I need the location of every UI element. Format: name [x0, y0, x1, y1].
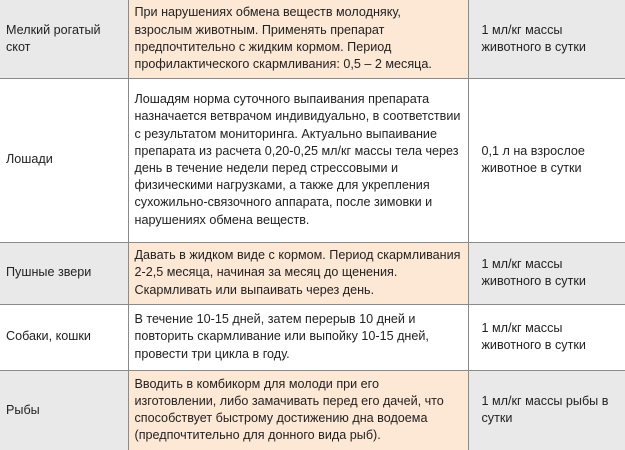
table-row: [0, 370, 625, 450]
animal-cell: Рыбы: [0, 370, 128, 450]
animal-cell: Собаки, кошки: [0, 304, 128, 370]
description-cell: При нарушениях обмена веществ молодняку, взрослым животным. Применять препарат предпочтительно с жидким кормом. Период профилактического скармливания: 0,5 – 2 месяца.: [128, 0, 468, 78]
dose-cell: 1 мл/кг массы животного в сутки: [468, 304, 625, 370]
dose-cell: 1 мл/кг массы животного в сутки: [468, 0, 625, 78]
animal-cell: Мелкий рогатый скот: [0, 0, 128, 78]
animal-cell: Лошади: [0, 78, 128, 242]
table-row: [0, 242, 625, 304]
description-cell: Лошадям норма суточного выпаивания препарата назначается ветврачом индивидуально, в соответствии с результатом мониторинга. Актуально выпаивание препарата из расчета 0,20-0,25 мл/кг массы тела через день в течение недели перед стрессовыми и физическими нагрузками, а также для укрепления сухожильно-связочного аппарата, после зимовки и нарушениях обмена веществ.: [128, 78, 468, 242]
description-cell: В течение 10-15 дней, затем перерыв 10 дней и повторить скармливание или выпойку 10-15 дней, провести три цикла в году.: [128, 304, 468, 370]
table-row: [0, 304, 625, 370]
description-cell: Давать в жидком виде с кормом. Период скармливания 2-2,5 месяца, начиная за месяц до щенения. Скармливать или выпаивать через день.: [128, 242, 468, 304]
dose-cell: 0,1 л на взрослое животное в сутки: [468, 78, 625, 242]
table-row: [0, 0, 625, 78]
animal-cell: Пушные звери: [0, 242, 128, 304]
table-row: [0, 78, 625, 242]
dose-cell: 1 мл/кг массы животного в сутки: [468, 242, 625, 304]
description-cell: Вводить в комбикорм для молоди при его изготовлении, либо замачивать перед его дачей, что способствует быстрому достижению дна водоема (предпочтительно для донного вида рыб).: [128, 370, 468, 450]
dose-cell: 1 мл/кг массы рыбы в сутки: [468, 370, 625, 450]
